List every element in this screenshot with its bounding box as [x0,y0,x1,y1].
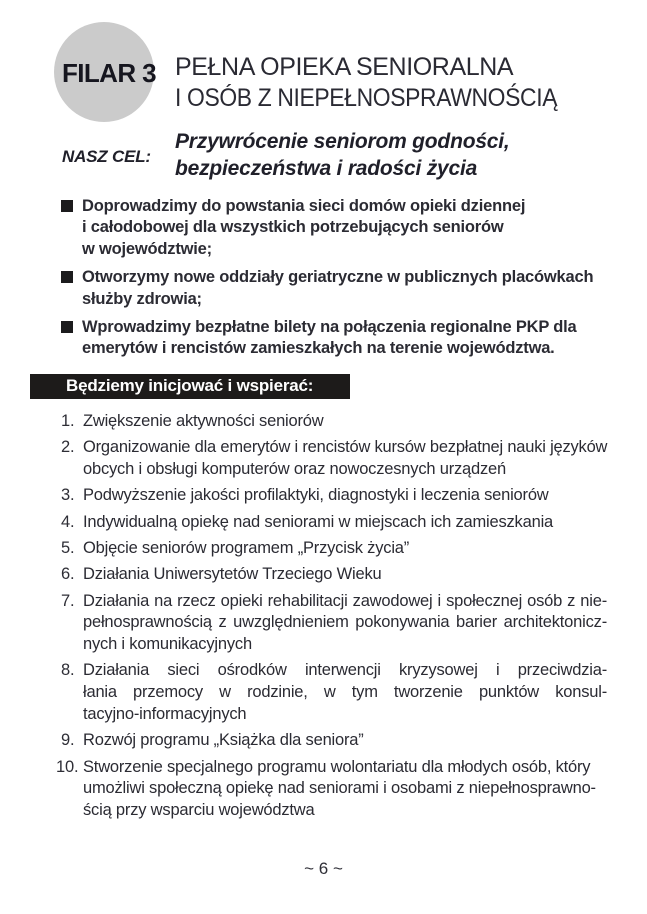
item-number: 9. [61,731,75,750]
text-line: Objęcie seniorów programem „Przycisk życia” [83,538,410,557]
square-bullet-icon [61,200,73,212]
text-line: Stworzenie specjalnego programu wolontariatu dla młodych osób, który [83,757,591,776]
bullet-text [82,267,606,310]
text-line: umożliwi społeczną opiekę nad seniorami i osobami z niepełnosprawno- [83,779,596,798]
goal-text [175,128,595,182]
text-line: Rozwój programu „Książka dla seniora” [83,731,364,750]
text-line: Otworzymy nowe oddziały geriatryczne w publicznych placówkach [82,268,594,287]
item-number: 1. [61,412,75,430]
item-number: 2. [61,438,75,457]
item-number: 5. [61,538,75,557]
page-number: ~ 6 ~ [304,859,343,878]
text-line: pełnosprawnością z uwzględnieniem pokonywania barier architektonicz- [83,613,607,632]
item-text [83,512,607,534]
bullet-text [82,196,606,260]
item-number: 7. [61,591,75,610]
text-line: służby zdrowia; [82,289,202,308]
bullet-list [61,196,607,367]
list-item [61,730,607,752]
list-item [61,512,607,534]
text-line: łania przemocy w rodzinie, w tym tworzenie punktów konsul- [83,683,607,702]
bullet-item [61,317,607,360]
list-item [61,485,607,507]
section-banner [30,374,350,399]
text-line: tacyjno-informacyjnych [83,705,247,724]
text-line: Zwiększenie aktywności seniorów [83,412,324,430]
item-text [83,730,607,752]
text-line: Doprowadzimy do powstania sieci domów opieki dziennej [82,197,526,215]
list-item [61,564,607,586]
item-text [83,538,607,560]
bullet-item [61,196,607,260]
text-line: PEŁNA OPIEKA SENIORALNA [175,53,514,81]
text-line: w województwie; [82,239,212,258]
text-line: Przywrócenie seniorom godności, [175,130,510,153]
text-line: Indywidualną opiekę nad seniorami w miejscach ich zamieszkania [83,512,554,531]
text-line: Działania na rzecz opieki rehabilitacji zawodowej i społecznej osób z nie- [83,591,607,610]
text-line: Organizowanie dla emerytów i rencistów kursów bezpłatnej nauki języków [83,438,608,457]
item-number: 8. [61,661,75,680]
item-number: 6. [61,565,75,584]
text-line: Wprowadzimy bezpłatne bilety na połączenia regionalne PKP dla [82,318,577,337]
text-line: bezpieczeństwa i radości życia [175,157,478,180]
goal-label: NASZ CEL: [62,147,151,166]
item-number: 4. [61,512,75,531]
text-line: Działania Uniwersytetów Trzeciego Wieku [83,565,382,584]
item-number: 3. [61,486,75,505]
text-line: I OSÓB Z NIEPEŁNOSPRAWNOŚCIĄ [175,84,558,112]
list-item [61,437,607,481]
list-item [61,591,607,656]
square-bullet-icon [61,271,73,283]
list-item [61,660,607,725]
item-text [83,485,607,507]
item-text [83,411,607,433]
square-bullet-icon [61,321,73,333]
text-line: ścią przy wsparciu województwa [83,801,315,820]
list-item [61,411,607,433]
item-number: 10. [56,757,79,776]
list-item [61,538,607,560]
bullet-text [82,317,606,360]
item-text [83,591,607,656]
text-line: i całodobowej dla wszystkich potrzebujących seniorów [82,218,504,237]
item-text [83,437,607,481]
text-line: nych i komunikacyjnych [83,635,252,654]
item-text [83,564,607,586]
text-line: emerytów i rencistów zamieszkałych na terenie województwa. [82,339,555,358]
numbered-list [56,411,608,827]
page-title [175,52,557,114]
item-text [83,757,607,822]
bullet-item [61,267,607,310]
pillar-label: FILAR 3 [62,58,157,88]
text-line: obcych i obsługi komputerów oraz nowoczesnych urządzeń [83,460,507,479]
text-line: Działania sieci ośrodków interwencji kryzysowej i przeciwdzia- [83,661,607,680]
list-item [56,757,607,822]
text-line: Podwyższenie jakości profilaktyki, diagnostyki i leczenia seniorów [83,486,549,505]
item-text [83,660,607,725]
section-banner-label: Będziemy inicjować i wspierać: [66,376,314,395]
